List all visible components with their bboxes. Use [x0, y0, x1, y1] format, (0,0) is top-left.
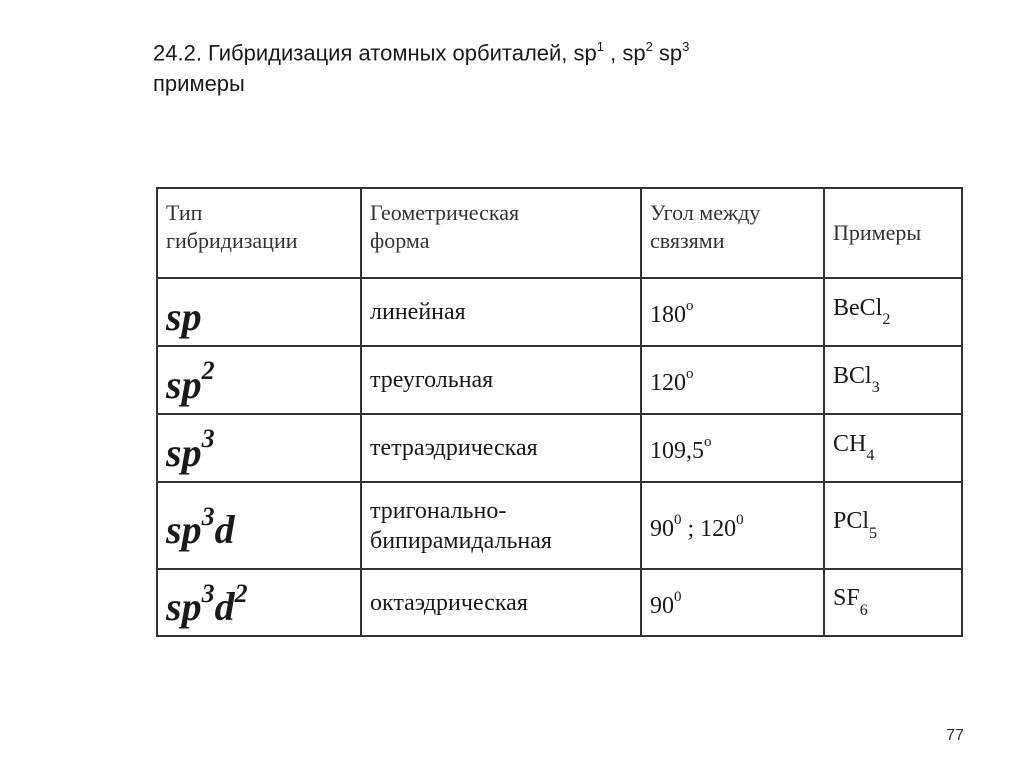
table-row	[157, 278, 962, 346]
title-sup: 3	[682, 39, 690, 54]
header-text: Тип	[166, 200, 203, 225]
type-cell	[157, 482, 361, 569]
table-row	[157, 482, 962, 569]
type-cell	[157, 414, 361, 482]
example-cell: BeCl$_2$	[824, 278, 962, 346]
angle-cell: 120$^o$	[641, 346, 824, 414]
hybridization-type: $sp^3d^2$	[166, 578, 248, 630]
slide-title	[153, 32, 853, 99]
type-cell	[157, 346, 361, 414]
table-row	[157, 346, 962, 414]
page-number: 77	[946, 727, 964, 744]
header-text: Геометрическая	[370, 200, 520, 225]
title-text: 24.2. Гибридизация атомных орбиталей, sp	[153, 40, 597, 66]
hybridization-type: $sp^3d$	[166, 501, 235, 553]
header-examples	[824, 188, 962, 278]
header-text: форма	[370, 228, 430, 253]
hybridization-type: $sp^3$	[166, 424, 215, 475]
hybridization-type: sp	[166, 293, 202, 339]
angle-cell: 180$^o$	[641, 278, 824, 346]
table-row	[157, 414, 962, 482]
angle-cell: $90^0$	[641, 569, 824, 636]
angle-cell: 109,5$^o$	[641, 414, 824, 482]
type-cell	[157, 278, 361, 346]
table-row	[157, 569, 962, 636]
table-header-row	[157, 188, 962, 278]
title-text: , sp	[604, 40, 646, 66]
geometry-cell: тетраэдрическая	[361, 414, 641, 482]
title-text: sp	[652, 40, 683, 66]
angle-cell: $90^0$ ; $120^0$	[641, 482, 824, 569]
header-text: гибридизации	[166, 228, 298, 253]
header-angle	[641, 188, 824, 278]
header-text: связями	[650, 228, 725, 253]
hybridization-table	[156, 187, 963, 637]
header-text: Примеры	[833, 220, 922, 245]
title-sup: 2	[645, 39, 653, 54]
header-text: Угол между	[650, 200, 761, 225]
example-cell: BCl$_3$	[824, 346, 962, 414]
example-cell: $SF_6$	[824, 569, 962, 636]
title-sup: 1	[596, 39, 604, 54]
geometry-cell: тригонально- бипирамидальная	[361, 482, 641, 569]
example-cell: PCl$_5$	[824, 482, 962, 569]
title-line2: примеры	[153, 71, 245, 97]
header-type	[157, 188, 361, 278]
geometry-cell: линейная	[361, 278, 641, 346]
header-geometry	[361, 188, 641, 278]
geometry-cell: октаэдрическая	[361, 569, 641, 636]
example-cell: $CH_4$	[824, 414, 962, 482]
hybridization-type: $sp^2$	[166, 356, 215, 407]
geometry-cell: треугольная	[361, 346, 641, 414]
type-cell	[157, 569, 361, 636]
